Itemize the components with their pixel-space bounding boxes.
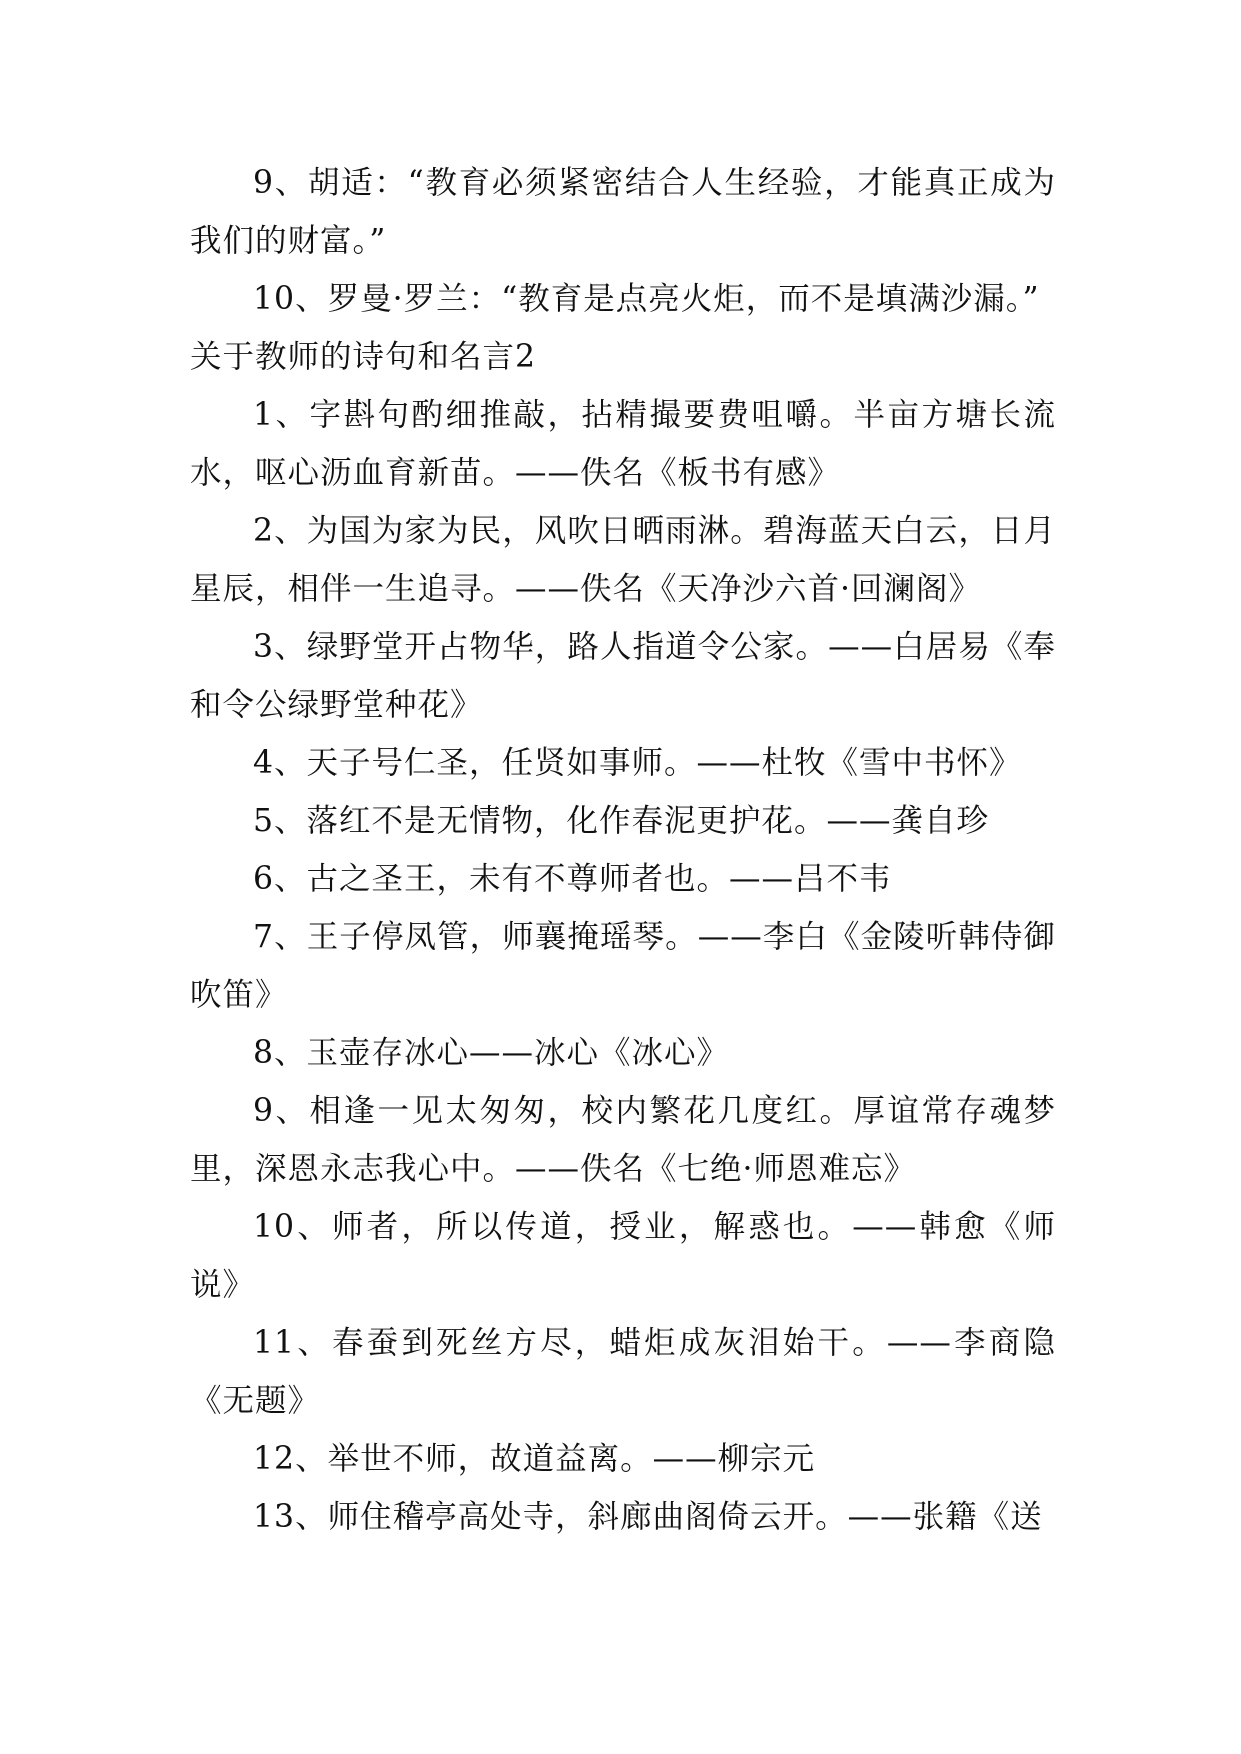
section-heading: 关于教师的诗句和名言2 (190, 339, 537, 375)
paragraph-item-3: 3、绿野堂开占物华，路人指道令公家。——白居易《奉和令公绿野堂种花》 (190, 629, 1056, 723)
paragraph-quote-hu-shi: 9、胡适：“教育必须紧密结合人生经验，才能真正成为我们的财富。” (190, 165, 1056, 259)
paragraph-item-2: 2、为国为家为民，风吹日晒雨淋。碧海蓝天白云，日月星辰，相伴一生追寻。——佚名《天净沙六首·回澜阁》 (190, 513, 1056, 607)
paragraph-item-10: 10、师者，所以传道，授业，解惑也。——韩愈《师说》 (190, 1209, 1056, 1303)
document-body (190, 154, 1056, 1546)
paragraph-item-11: 11、春蚕到死丝方尽，蜡炬成灰泪始干。——李商隐《无题》 (190, 1325, 1056, 1419)
paragraph-quote-romain-rolland: 10、罗曼·罗兰：“教育是点亮火炬，而不是填满沙漏。” (253, 281, 1040, 317)
paragraph-item-4: 4、天子号仁圣，任贤如事师。——杜牧《雪中书怀》 (253, 745, 1022, 781)
paragraph-item-8: 8、玉壶存冰心——冰心《冰心》 (253, 1035, 730, 1071)
paragraph-item-9: 9、相逢一见太匆匆，校内繁花几度红。厚谊常存魂梦里，深恩永志我心中。——佚名《七绝·师恩难忘》 (190, 1093, 1056, 1187)
paragraph-item-5: 5、落红不是无情物，化作春泥更护花。——龚自珍 (253, 803, 990, 839)
paragraph-item-7: 7、王子停凤管，师襄掩瑶琴。——李白《金陵听韩侍御吹笛》 (190, 919, 1056, 1013)
paragraph-item-6: 6、古之圣王，未有不尊师者也。——吕不韦 (253, 861, 892, 897)
paragraph-item-12: 12、举世不师，故道益离。——柳宗元 (253, 1441, 816, 1477)
paragraph-item-13: 13、师住稽亭高处寺，斜廊曲阁倚云开。——张籍《送 (253, 1499, 1043, 1535)
paragraph-item-1: 1、字斟句酌细推敲，拈精撮要费咀嚼。半亩方塘长流水，呕心沥血育新苗。——佚名《板书有感》 (190, 397, 1056, 491)
